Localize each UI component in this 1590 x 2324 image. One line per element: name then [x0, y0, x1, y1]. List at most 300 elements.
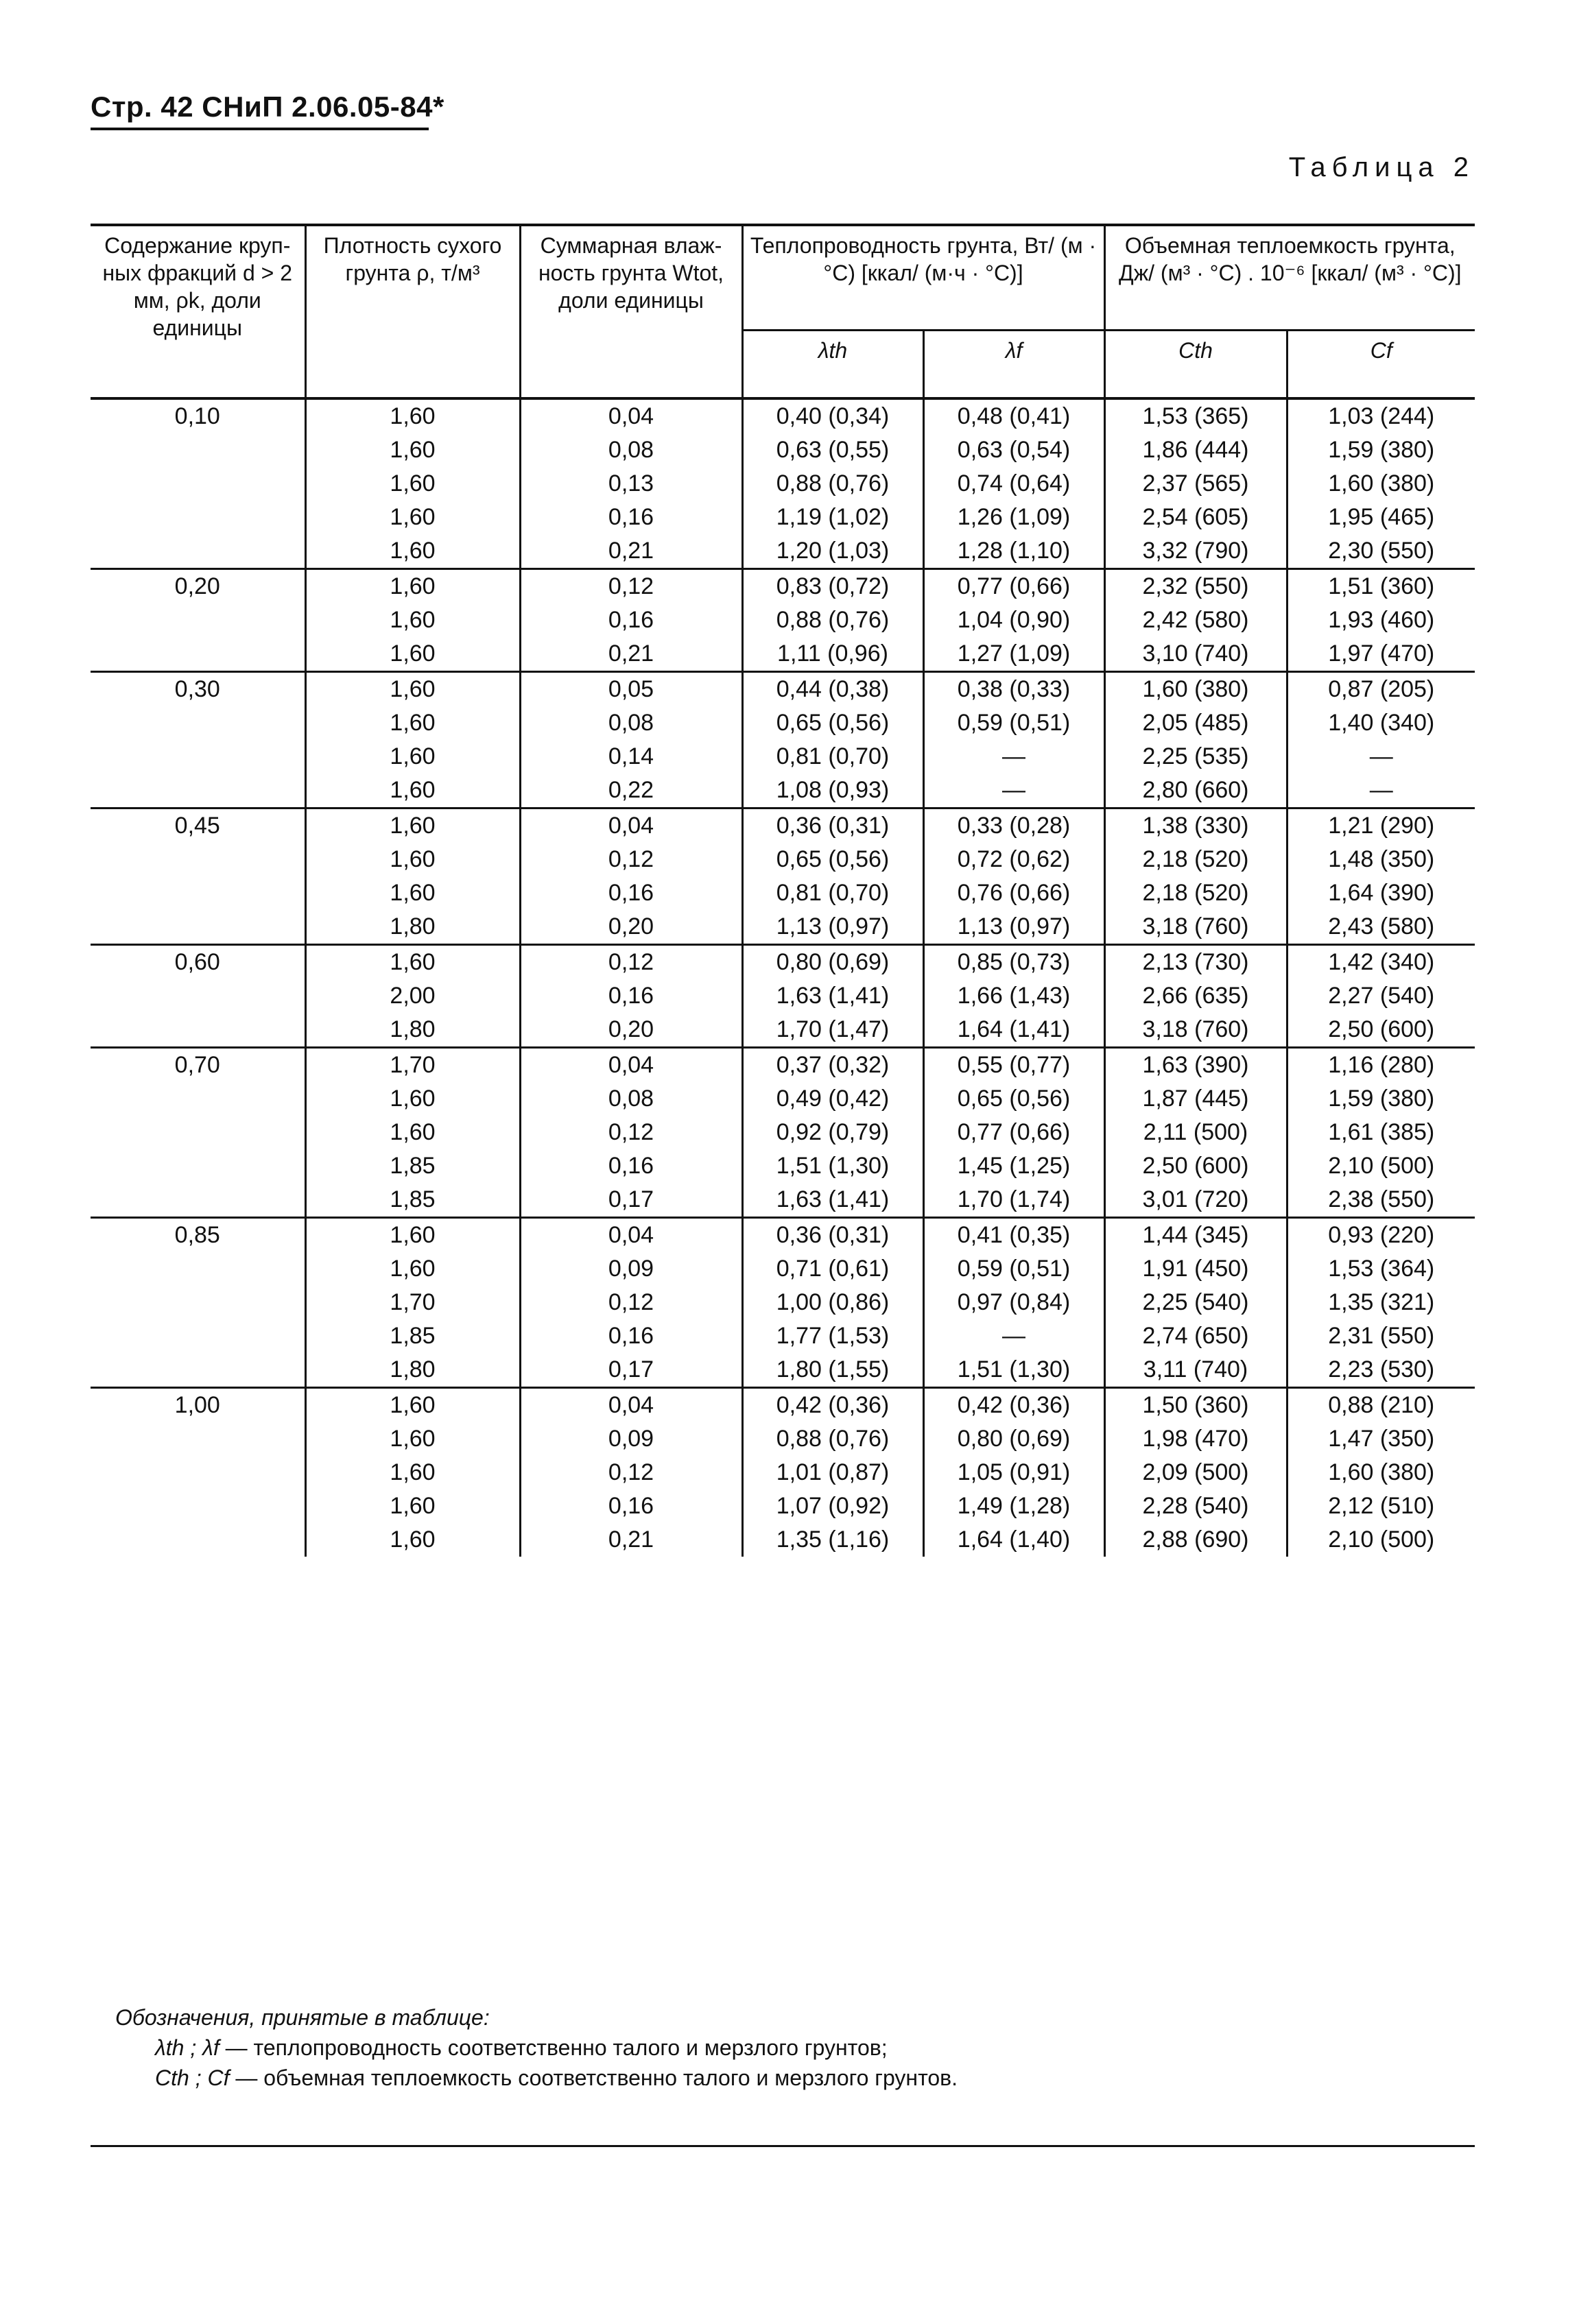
cell-value: 2,74 (650): [1142, 1323, 1249, 1349]
cell-value: 2,38 (550): [1328, 1186, 1435, 1212]
cell-value: 0,04: [608, 1392, 654, 1418]
fraction-cell: [91, 1218, 305, 1388]
cell-value: 1,47 (350): [1328, 1426, 1435, 1452]
notes-symbols-lambda: λth ; λf: [155, 2035, 219, 2060]
fraction-cell: [91, 398, 305, 569]
cell-value: 1,87 (445): [1142, 1086, 1249, 1112]
cell-value: 1,80: [390, 913, 436, 939]
cell-value: 1,60: [390, 1526, 436, 1553]
header-heat-capacity: Объемная теплоемкость грунта, Дж/ (м³ · °С) . 10⁻⁶ [ккал/ (м³ · °С)]: [1104, 225, 1475, 331]
cell-value: 2,50 (600): [1328, 1016, 1435, 1042]
lambda-f-cell: [923, 1218, 1104, 1388]
cell-value: 1,60: [390, 710, 436, 736]
cell-value: 1,85: [390, 1323, 436, 1349]
lambda-f-cell: [923, 569, 1104, 672]
table-caption: Таблица 2: [1288, 152, 1475, 182]
cell-value: 1,60: [390, 777, 436, 803]
cell-value: 2,37 (565): [1142, 470, 1249, 496]
cell-value: 0,77 (0,66): [957, 1119, 1071, 1145]
cell-value: 1,60 (380): [1328, 1459, 1435, 1485]
cell-value: 1,50 (360): [1142, 1392, 1249, 1418]
lambda-th-cell: [742, 1218, 923, 1388]
cell-value: 0,10: [174, 403, 220, 429]
fraction-cell: [91, 569, 305, 672]
cell-value: 1,53 (365): [1142, 403, 1249, 429]
density-cell: [305, 569, 520, 672]
cell-value: 0,85 (0,73): [957, 949, 1071, 975]
cell-value: —: [1002, 777, 1025, 803]
header-moisture: Суммарная влаж- ность грунта Wtot, доли единицы: [520, 225, 742, 398]
cell-value: 0,85: [174, 1222, 220, 1248]
cell-value: 0,04: [608, 403, 654, 429]
lambda-th-cell: [742, 569, 923, 672]
cell-value: 0,17: [608, 1356, 654, 1382]
cell-value: 0,72 (0,62): [957, 846, 1071, 872]
cell-value: 0,60: [174, 949, 220, 975]
header-c-f: Cf: [1287, 331, 1475, 399]
cell-value: 0,22: [608, 777, 654, 803]
cell-value: 0,41 (0,35): [957, 1222, 1071, 1248]
lambda-th-cell: [742, 945, 923, 1048]
cell-value: 1,63 (390): [1142, 1052, 1249, 1078]
cell-value: 0,12: [608, 1289, 654, 1315]
cell-value: 1,98 (470): [1142, 1426, 1249, 1452]
cell-value: 2,11 (500): [1143, 1119, 1248, 1145]
cell-value: 1,48 (350): [1328, 846, 1435, 872]
notes-text-lambda: — теплопроводность соответственно талого и мерзлого грунтов;: [225, 2035, 888, 2060]
lambda-th-cell: [742, 1048, 923, 1218]
cell-value: 0,05: [608, 676, 654, 702]
cell-value: 1,60: [390, 640, 436, 667]
cell-value: 1,00 (0,86): [776, 1289, 890, 1315]
notes-symbols-c: Cth ; Cf: [155, 2065, 230, 2090]
cell-value: 1,60: [390, 573, 436, 599]
cell-value: 3,11 (740): [1143, 1356, 1248, 1382]
table-row-group: [91, 569, 1475, 672]
lambda-f-cell: [923, 1388, 1104, 1557]
cell-value: 0,16: [608, 880, 654, 906]
notes-line-conductivity: [115, 2033, 958, 2063]
cell-value: 1,70 (1,47): [776, 1016, 890, 1042]
cell-value: 1,35 (321): [1328, 1289, 1435, 1315]
table-row-group: [91, 808, 1475, 945]
lambda-f-cell: [923, 945, 1104, 1048]
cell-value: 1,60: [390, 880, 436, 906]
cell-value: 1,60: [390, 607, 436, 633]
cell-value: 1,93 (460): [1328, 607, 1435, 633]
cell-value: 1,03 (244): [1328, 403, 1435, 429]
cell-value: 2,43 (580): [1328, 913, 1435, 939]
cell-value: 1,49 (1,28): [957, 1493, 1071, 1519]
c-f-cell: [1287, 398, 1475, 569]
cell-value: 1,53 (364): [1328, 1256, 1435, 1282]
cell-value: —: [1369, 777, 1393, 803]
cell-value: 0,16: [608, 1493, 654, 1519]
cell-value: 0,30: [174, 676, 220, 702]
density-cell: [305, 1388, 520, 1557]
cell-value: 0,20: [174, 573, 220, 599]
cell-value: 2,50 (600): [1142, 1153, 1249, 1179]
cell-value: 2,31 (550): [1328, 1323, 1435, 1349]
cell-value: 2,30 (550): [1328, 538, 1435, 564]
cell-value: 0,44 (0,38): [776, 676, 890, 702]
c-th-cell: [1104, 1048, 1287, 1218]
cell-value: 1,05 (0,91): [957, 1459, 1071, 1485]
cell-value: 1,60: [390, 538, 436, 564]
density-cell: [305, 398, 520, 569]
cell-value: 1,60: [390, 949, 436, 975]
moisture-cell: [520, 398, 742, 569]
c-f-cell: [1287, 1048, 1475, 1218]
cell-value: 1,60: [390, 1086, 436, 1112]
cell-value: 0,88 (0,76): [776, 1426, 890, 1452]
cell-value: 1,60: [390, 1493, 436, 1519]
cell-value: 0,04: [608, 1052, 654, 1078]
cell-value: —: [1369, 743, 1393, 769]
cell-value: 2,18 (520): [1142, 846, 1249, 872]
cell-value: 0,17: [608, 1186, 654, 1212]
cell-value: 0,88 (0,76): [776, 607, 890, 633]
cell-value: 0,42 (0,36): [957, 1392, 1071, 1418]
density-cell: [305, 808, 520, 945]
cell-value: 0,36 (0,31): [776, 1222, 890, 1248]
cell-value: 1,16 (280): [1328, 1052, 1435, 1078]
table-row: [91, 398, 1475, 569]
cell-value: 0,12: [608, 1119, 654, 1145]
cell-value: 0,09: [608, 1256, 654, 1282]
cell-value: 1,04 (0,90): [957, 607, 1071, 633]
cell-value: 2,88 (690): [1142, 1526, 1249, 1553]
c-th-cell: [1104, 1218, 1287, 1388]
cell-value: 0,65 (0,56): [957, 1086, 1071, 1112]
lambda-th-cell: [742, 1388, 923, 1557]
cell-value: 2,09 (500): [1142, 1459, 1249, 1485]
cell-value: 1,60: [390, 1256, 436, 1282]
cell-value: 1,60: [390, 846, 436, 872]
header-thermal-conductivity: Теплопроводность грунта, Вт/ (м · °С) [ккал/ (м·ч · °С)]: [742, 225, 1104, 331]
cell-value: 1,45 (1,25): [957, 1153, 1071, 1179]
cell-value: 1,08 (0,93): [776, 777, 890, 803]
cell-value: 1,60: [390, 1459, 436, 1485]
cell-value: 0,21: [608, 538, 654, 564]
cell-value: 2,54 (605): [1142, 504, 1249, 530]
header-lambda-f: λf: [923, 331, 1104, 399]
cell-value: 0,21: [608, 640, 654, 667]
cell-value: 1,35 (1,16): [776, 1526, 890, 1553]
c-f-cell: [1287, 1218, 1475, 1388]
cell-value: 0,63 (0,55): [776, 437, 890, 463]
cell-value: 2,80 (660): [1142, 777, 1249, 803]
cell-value: 1,60: [390, 1119, 436, 1145]
cell-value: 1,60: [390, 813, 436, 839]
moisture-cell: [520, 569, 742, 672]
table-notes: [115, 2002, 958, 2093]
cell-value: 0,12: [608, 949, 654, 975]
cell-value: 1,60: [390, 1426, 436, 1452]
table-row: [91, 672, 1475, 808]
cell-value: 0,16: [608, 607, 654, 633]
cell-value: 0,12: [608, 846, 654, 872]
cell-value: 0,33 (0,28): [957, 813, 1071, 839]
lambda-f-cell: [923, 1048, 1104, 1218]
lambda-th-cell: [742, 808, 923, 945]
c-f-cell: [1287, 808, 1475, 945]
cell-value: 0,42 (0,36): [776, 1392, 890, 1418]
cell-value: 0,55 (0,77): [957, 1052, 1071, 1078]
cell-value: 1,70: [390, 1052, 436, 1078]
cell-value: 0,38 (0,33): [957, 676, 1071, 702]
density-cell: [305, 1048, 520, 1218]
table-row: [91, 945, 1475, 1048]
fraction-cell: [91, 672, 305, 808]
cell-value: 0,04: [608, 1222, 654, 1248]
cell-value: 2,32 (550): [1142, 573, 1249, 599]
cell-value: 0,49 (0,42): [776, 1086, 890, 1112]
table-row-group: [91, 1048, 1475, 1218]
cell-value: 0,08: [608, 437, 654, 463]
cell-value: 1,80: [390, 1356, 436, 1382]
cell-value: 1,13 (0,97): [776, 913, 890, 939]
cell-value: 1,51 (1,30): [776, 1153, 890, 1179]
cell-value: 0,04: [608, 813, 654, 839]
cell-value: 0,20: [608, 913, 654, 939]
cell-value: 1,77 (1,53): [776, 1323, 890, 1349]
cell-value: 2,13 (730): [1142, 949, 1249, 975]
cell-value: 0,16: [608, 983, 654, 1009]
table-row-group: [91, 945, 1475, 1048]
cell-value: 1,28 (1,10): [957, 538, 1071, 564]
cell-value: 2,10 (500): [1328, 1153, 1435, 1179]
c-f-cell: [1287, 569, 1475, 672]
moisture-cell: [520, 808, 742, 945]
cell-value: 1,60: [390, 504, 436, 530]
cell-value: 1,27 (1,09): [957, 640, 1071, 667]
cell-value: 0,21: [608, 1526, 654, 1553]
cell-value: 0,63 (0,54): [957, 437, 1071, 463]
cell-value: 0,87 (205): [1328, 676, 1435, 702]
cell-value: 3,32 (790): [1142, 538, 1249, 564]
header-rule: [91, 128, 429, 130]
table-row-group: [91, 1388, 1475, 1557]
cell-value: 0,48 (0,41): [957, 403, 1071, 429]
cell-value: 1,64 (1,40): [957, 1526, 1071, 1553]
cell-value: 2,25 (535): [1142, 743, 1249, 769]
cell-value: 1,11 (0,96): [777, 640, 888, 667]
table-row: [91, 1048, 1475, 1218]
cell-value: 1,07 (0,92): [776, 1493, 890, 1519]
cell-value: —: [1002, 1323, 1025, 1349]
cell-value: 1,19 (1,02): [776, 504, 890, 530]
cell-value: 0,20: [608, 1016, 654, 1042]
c-f-cell: [1287, 672, 1475, 808]
cell-value: 1,59 (380): [1328, 437, 1435, 463]
cell-value: 3,18 (760): [1142, 913, 1249, 939]
cell-value: 1,21 (290): [1328, 813, 1435, 839]
cell-value: 1,59 (380): [1328, 1086, 1435, 1112]
header-fraction: Содержание круп- ных фракций d > 2 мм, ρk, доли единицы: [91, 225, 305, 398]
cell-value: 0,88 (0,76): [776, 470, 890, 496]
moisture-cell: [520, 1048, 742, 1218]
table-row-group: [91, 398, 1475, 569]
cell-value: 0,16: [608, 1153, 654, 1179]
cell-value: 1,60: [390, 1392, 436, 1418]
cell-value: 2,42 (580): [1142, 607, 1249, 633]
cell-value: 0,14: [608, 743, 654, 769]
cell-value: 1,97 (470): [1328, 640, 1435, 667]
cell-value: 0,13: [608, 470, 654, 496]
cell-value: 1,86 (444): [1142, 437, 1249, 463]
fraction-cell: [91, 1388, 305, 1557]
cell-value: 1,60 (380): [1142, 676, 1249, 702]
table-container: [91, 224, 1475, 1557]
cell-value: 0,40 (0,34): [776, 403, 890, 429]
density-cell: [305, 672, 520, 808]
cell-value: 1,70: [390, 1289, 436, 1315]
cell-value: 1,20 (1,03): [776, 538, 890, 564]
cell-value: 0,16: [608, 504, 654, 530]
cell-value: 2,23 (530): [1328, 1356, 1435, 1382]
cell-value: 1,85: [390, 1153, 436, 1179]
notes-text-c: — объемная теплоемкость соответственно талого и мерзлого грунтов.: [235, 2065, 958, 2090]
cell-value: 2,28 (540): [1142, 1493, 1249, 1519]
cell-value: 0,09: [608, 1426, 654, 1452]
cell-value: 1,51 (1,30): [957, 1356, 1071, 1382]
cell-value: 0,65 (0,56): [776, 846, 890, 872]
cell-value: 3,18 (760): [1142, 1016, 1249, 1042]
cell-value: 1,26 (1,09): [957, 504, 1071, 530]
cell-value: 1,60: [390, 403, 436, 429]
cell-value: 1,60: [390, 676, 436, 702]
cell-value: 0,12: [608, 573, 654, 599]
cell-value: 0,59 (0,51): [957, 710, 1071, 736]
cell-value: 1,60 (380): [1328, 470, 1435, 496]
c-th-cell: [1104, 672, 1287, 808]
cell-value: 2,10 (500): [1328, 1526, 1435, 1553]
cell-value: 1,91 (450): [1142, 1256, 1249, 1282]
c-th-cell: [1104, 808, 1287, 945]
cell-value: 0,76 (0,66): [957, 880, 1071, 906]
cell-value: 1,64 (1,41): [957, 1016, 1071, 1042]
cell-value: 1,61 (385): [1328, 1119, 1435, 1145]
cell-value: 0,83 (0,72): [776, 573, 890, 599]
cell-value: 0,80 (0,69): [776, 949, 890, 975]
lambda-f-cell: [923, 808, 1104, 945]
table-row: [91, 1388, 1475, 1557]
cell-value: 0,65 (0,56): [776, 710, 890, 736]
fraction-cell: [91, 808, 305, 945]
cell-value: 0,80 (0,69): [957, 1426, 1071, 1452]
table-row: [91, 1218, 1475, 1388]
cell-value: 1,40 (340): [1328, 710, 1435, 736]
cell-value: 1,42 (340): [1328, 949, 1435, 975]
cell-value: 0,81 (0,70): [776, 743, 890, 769]
moisture-cell: [520, 1388, 742, 1557]
cell-value: 1,64 (390): [1328, 880, 1435, 906]
page-header: Стр. 42 СНиП 2.06.05-84*: [91, 91, 444, 123]
density-cell: [305, 945, 520, 1048]
moisture-cell: [520, 1218, 742, 1388]
cell-value: 1,63 (1,41): [776, 983, 890, 1009]
cell-value: 1,66 (1,43): [957, 983, 1071, 1009]
cell-value: 0,12: [608, 1459, 654, 1485]
c-f-cell: [1287, 1388, 1475, 1557]
cell-value: 2,27 (540): [1328, 983, 1435, 1009]
cell-value: 0,92 (0,79): [776, 1119, 890, 1145]
cell-value: 1,60: [390, 743, 436, 769]
cell-value: 1,00: [174, 1392, 220, 1418]
cell-value: 1,44 (345): [1142, 1222, 1249, 1248]
fraction-cell: [91, 945, 305, 1048]
cell-value: 1,60: [390, 437, 436, 463]
c-th-cell: [1104, 398, 1287, 569]
c-th-cell: [1104, 569, 1287, 672]
cell-value: 0,45: [174, 813, 220, 839]
cell-value: 2,18 (520): [1142, 880, 1249, 906]
c-th-cell: [1104, 945, 1287, 1048]
table-row-group: [91, 672, 1475, 808]
cell-value: 1,60: [390, 470, 436, 496]
header-c-th: Cth: [1104, 331, 1287, 399]
cell-value: 1,70 (1,74): [957, 1186, 1071, 1212]
fraction-cell: [91, 1048, 305, 1218]
notes-title: Обозначения, принятые в таблице:: [115, 2005, 490, 2030]
table-row: [91, 569, 1475, 672]
cell-value: 3,01 (720): [1142, 1186, 1249, 1212]
cell-value: 0,93 (220): [1328, 1222, 1435, 1248]
table-row: [91, 808, 1475, 945]
moisture-cell: [520, 672, 742, 808]
cell-value: 1,95 (465): [1328, 504, 1435, 530]
cell-value: 0,59 (0,51): [957, 1256, 1071, 1282]
c-th-cell: [1104, 1388, 1287, 1557]
cell-value: 0,08: [608, 710, 654, 736]
cell-value: 0,70: [174, 1052, 220, 1078]
cell-value: 1,60: [390, 1222, 436, 1248]
cell-value: 0,77 (0,66): [957, 573, 1071, 599]
cell-value: 1,80: [390, 1016, 436, 1042]
lambda-f-cell: [923, 672, 1104, 808]
cell-value: 0,36 (0,31): [776, 813, 890, 839]
cell-value: 0,81 (0,70): [776, 880, 890, 906]
cell-value: 1,01 (0,87): [776, 1459, 890, 1485]
cell-value: 2,66 (635): [1142, 983, 1249, 1009]
notes-line-capacity: [115, 2063, 958, 2093]
lambda-th-cell: [742, 398, 923, 569]
cell-value: 1,63 (1,41): [776, 1186, 890, 1212]
lambda-f-cell: [923, 398, 1104, 569]
cell-value: 0,16: [608, 1323, 654, 1349]
cell-value: 1,80 (1,55): [776, 1356, 890, 1382]
cell-value: 1,51 (360): [1328, 573, 1435, 599]
moisture-cell: [520, 945, 742, 1048]
cell-value: 1,85: [390, 1186, 436, 1212]
cell-value: 2,05 (485): [1142, 710, 1249, 736]
lambda-th-cell: [742, 672, 923, 808]
cell-value: 0,97 (0,84): [957, 1289, 1071, 1315]
cell-value: 0,74 (0,64): [957, 470, 1071, 496]
cell-value: 1,38 (330): [1142, 813, 1249, 839]
cell-value: 0,08: [608, 1086, 654, 1112]
cell-value: 0,71 (0,61): [776, 1256, 890, 1282]
cell-value: 2,25 (540): [1142, 1289, 1249, 1315]
header-lambda-th: λth: [742, 331, 923, 399]
thermal-properties-table: [91, 224, 1475, 1557]
density-cell: [305, 1218, 520, 1388]
header-density: Плотность сухого грунта ρ, т/м³: [305, 225, 520, 398]
cell-value: —: [1002, 743, 1025, 769]
table-row-group: [91, 1218, 1475, 1388]
cell-value: 0,37 (0,32): [776, 1052, 890, 1078]
